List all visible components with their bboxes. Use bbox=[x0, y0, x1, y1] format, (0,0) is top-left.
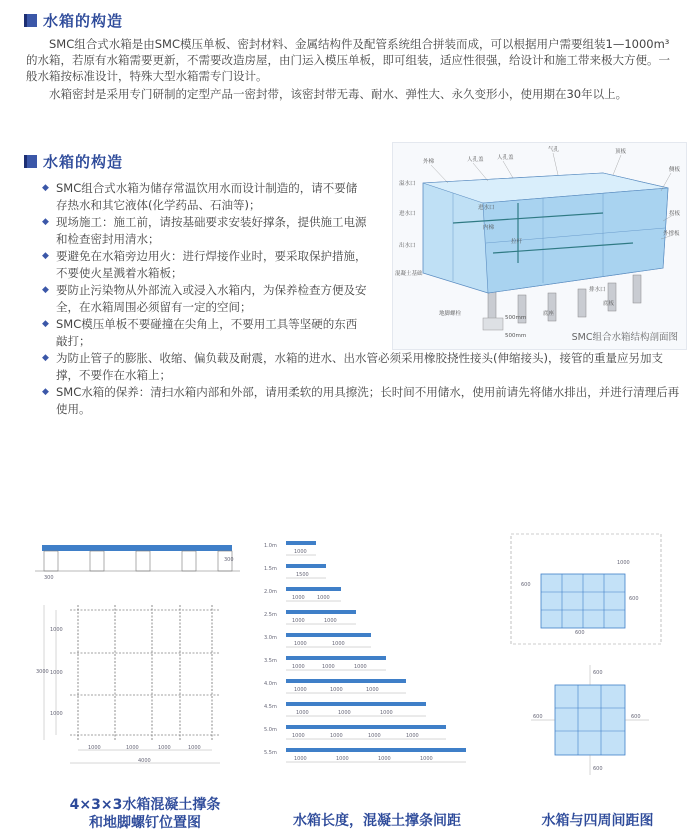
dimension-label: 1000 bbox=[420, 756, 433, 762]
row-label: 3.5m bbox=[264, 658, 277, 664]
dimension-label: 1000 bbox=[50, 627, 63, 633]
row-label: 3.0m bbox=[264, 635, 277, 641]
dimension-label: 1000 bbox=[50, 711, 63, 717]
tank-structure-drawing bbox=[393, 143, 688, 351]
dimension-label: 600 bbox=[533, 714, 543, 720]
dimension-label: 1000 bbox=[50, 670, 63, 676]
figure-label: 进水口 bbox=[478, 205, 495, 211]
figure-label: 侧板 bbox=[669, 167, 681, 173]
section1-header bbox=[24, 10, 123, 31]
dimension-label: 1000 bbox=[338, 710, 351, 716]
dimension-label: 1000 bbox=[617, 560, 630, 566]
tank-length-drawing bbox=[262, 535, 482, 785]
clearance-drawing bbox=[505, 530, 675, 785]
section1-title: 水箱的构造 bbox=[43, 12, 124, 30]
dimension-label: 600 bbox=[521, 582, 531, 588]
dimension-label: 1000 bbox=[332, 641, 345, 647]
figure-label: 500mm bbox=[505, 333, 527, 339]
dimension-label: 1000 bbox=[366, 687, 379, 693]
tank-structure-figure bbox=[392, 142, 687, 350]
figure-label: 外撑板 bbox=[663, 231, 680, 237]
dimension-label: 1000 bbox=[294, 549, 307, 555]
clearance-diagram bbox=[505, 530, 675, 785]
dimension-label: 1000 bbox=[292, 733, 305, 739]
figure-label: 溢水口 bbox=[399, 181, 416, 187]
figure-label: 外梯 bbox=[423, 159, 435, 165]
diagram1-caption bbox=[40, 796, 250, 832]
figure-label: 排水口 bbox=[589, 287, 606, 293]
figure-label: 底座 bbox=[543, 311, 555, 317]
row-label: 4.0m bbox=[264, 681, 277, 687]
dimension-label: 1000 bbox=[292, 618, 305, 624]
row-label: 1.0m bbox=[264, 543, 277, 549]
figure-label: 内梯 bbox=[483, 225, 495, 231]
figure-label: 气孔 bbox=[548, 147, 560, 153]
list-item: ◆ 要防止污染物从外部流入或浸入水箱内，为保养检查方便及安全，在水箱周围必须留有一定的空间； bbox=[42, 282, 367, 315]
dimension-label: 600 bbox=[631, 714, 641, 720]
dimension-label: 1000 bbox=[380, 710, 393, 716]
strip-layout-drawing bbox=[30, 535, 255, 785]
dimension-label: 300 bbox=[44, 575, 54, 581]
dimension-label: 1000 bbox=[324, 618, 337, 624]
figure-label: 顶板 bbox=[615, 149, 627, 155]
dimension-label: 1000 bbox=[294, 641, 307, 647]
figure-label: 拐板 bbox=[669, 211, 681, 217]
figure-label: 混凝土基础 bbox=[395, 271, 423, 277]
figure-label: 底板 bbox=[603, 301, 615, 307]
dimension-label: 1000 bbox=[330, 687, 343, 693]
figure-label: 人孔盖 bbox=[497, 155, 514, 161]
dimension-label: 1000 bbox=[294, 756, 307, 762]
section-marker-icon bbox=[24, 14, 37, 27]
figure-label: 500mm bbox=[505, 315, 527, 321]
caption-line: 和地脚螺钉位置图 bbox=[89, 815, 201, 831]
dimension-label: 1000 bbox=[322, 664, 335, 670]
figure-label: 进水口 bbox=[399, 211, 416, 217]
caption-line: 4×3×3水箱混凝土撑条 bbox=[69, 797, 221, 813]
dimension-label: 1000 bbox=[354, 664, 367, 670]
dimension-label: 300 bbox=[224, 557, 234, 563]
figure-label: 拉杆 bbox=[511, 239, 523, 245]
figure-caption: SMC组合水箱结构剖面图 bbox=[571, 332, 678, 343]
dimension-label: 1000 bbox=[88, 745, 101, 751]
list-item: ◆ SMC组合式水箱为储存常温饮用水而设计制造的，请不要储存热水和其它液体(化学药品、石油等)； bbox=[42, 180, 367, 213]
dimension-label: 600 bbox=[593, 670, 603, 676]
row-label: 2.5m bbox=[264, 612, 277, 618]
section1-paragraph2: 水箱密封是采用专门研制的定型产品一密封带，该密封带无毒、耐水、弹性大、永久变形小，使用期在30年以上。 bbox=[49, 87, 628, 101]
row-label: 4.5m bbox=[264, 704, 277, 710]
tank-length-diagram bbox=[262, 535, 482, 785]
dimension-label: 3000 bbox=[36, 669, 49, 675]
dimension-label: 4000 bbox=[138, 758, 151, 764]
dimension-label: 1000 bbox=[317, 595, 330, 601]
dimension-label: 1000 bbox=[336, 756, 349, 762]
dimension-label: 1000 bbox=[368, 733, 381, 739]
diagram2-caption: 水箱长度，混凝土撑条间距 bbox=[293, 813, 461, 829]
dimension-label: 1000 bbox=[294, 687, 307, 693]
dimension-label: 1000 bbox=[292, 595, 305, 601]
section2-header bbox=[24, 151, 123, 172]
list-item: ◆ SMC模压单板不要碰撞在尖角上，不要用工具等坚硬的东西敲打； bbox=[42, 316, 367, 349]
list-item: ◆ 要避免在水箱旁边用火：进行焊接作业时，要采取保护措施，不要使火星溅着水箱板； bbox=[42, 248, 367, 281]
dimension-label: 1000 bbox=[378, 756, 391, 762]
row-label: 5.0m bbox=[264, 727, 277, 733]
diagram3-caption: 水箱与四周间距图 bbox=[541, 813, 654, 829]
row-label: 1.5m bbox=[264, 566, 277, 572]
section-marker-icon bbox=[24, 155, 37, 168]
concrete-strip-layout-diagram bbox=[30, 535, 255, 785]
list-item: ◆ 为防止管子的膨胀、收缩、偏负载及耐震，水箱的进水、出水管必须采用橡胶挠性接头(伸缩接头)，接管的重量应另加支撑，不要作在水箱上； bbox=[42, 350, 682, 383]
list-item: ◆ 现场施工：施工前，请按基础要求安装好撑条，提供施工电源和检查密封用清水； bbox=[42, 214, 367, 247]
dimension-label: 1000 bbox=[188, 745, 201, 751]
row-label: 2.0m bbox=[264, 589, 277, 595]
figure-label: 出水口 bbox=[399, 243, 416, 249]
figure-label: 地脚螺栓 bbox=[439, 311, 462, 317]
dimension-label: 600 bbox=[575, 630, 585, 636]
dimension-label: 1000 bbox=[158, 745, 171, 751]
dimension-label: 1000 bbox=[406, 733, 419, 739]
dimension-label: 1500 bbox=[296, 572, 309, 578]
dimension-label: 600 bbox=[593, 766, 603, 772]
dimension-label: 1000 bbox=[296, 710, 309, 716]
dimension-label: 1000 bbox=[292, 664, 305, 670]
section2-title: 水箱的构造 bbox=[43, 153, 124, 171]
figure-label: 人孔盖 bbox=[467, 157, 484, 163]
row-label: 5.5m bbox=[264, 750, 277, 756]
dimension-label: 1000 bbox=[330, 733, 343, 739]
list-item: ◆ SMC水箱的保养：清扫水箱内部和外部，请用柔软的用具擦洗；长时间不用储水，使用前请先将储水排出，并进行清理后再使用。 bbox=[42, 384, 682, 417]
dimension-label: 1000 bbox=[126, 745, 139, 751]
section1-paragraph1: SMC组合式水箱是由SMC模压单板、密封材料、金属结构件及配管系统组合拼装而成，可以根据用户需要组装1—1000m³的水箱，若原有水箱需要更新，不需要改造房屋，由门运入模压单板，即可组装，适应性很强，给设计和施工带来极大方便。一般水箱按标准设计，特殊大型水箱需专门设计。 bbox=[26, 37, 670, 83]
dimension-label: 600 bbox=[629, 596, 639, 602]
